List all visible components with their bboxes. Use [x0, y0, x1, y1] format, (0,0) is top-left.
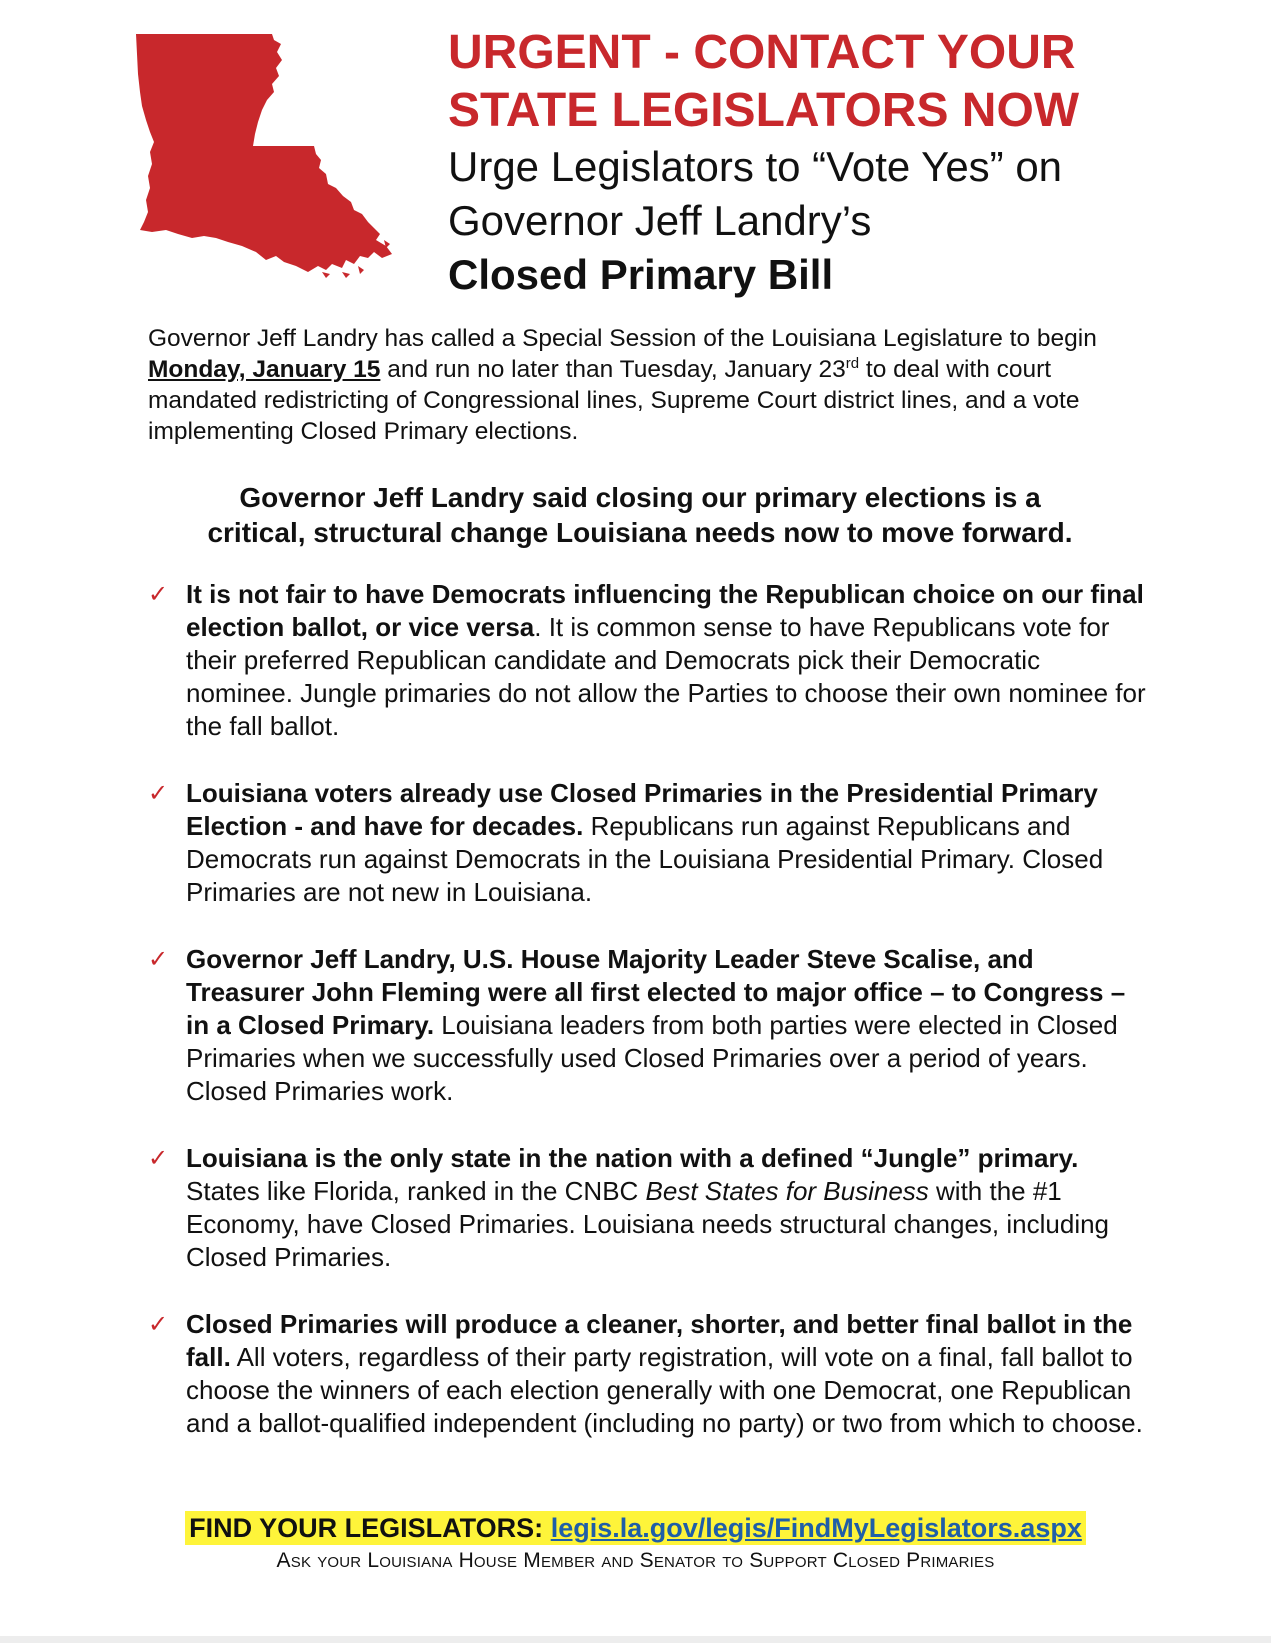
- point-text: All voters, regardless of their party registration, will vote on a final, fall ballot to choose the winners of each election generally with one Democrat, one Republican and a ballot-qualified independent (including no party) or two from which to choose.: [186, 1342, 1143, 1438]
- ask-text: Ask your Louisiana House Member and Senator to Support Closed Primaries: [276, 1549, 995, 1572]
- ordinal-suffix: rd: [845, 354, 860, 372]
- subheadline-line2: Governor Jeff Landry’s: [448, 197, 872, 244]
- urgent-headline-line1: URGENT - CONTACT YOUR: [448, 26, 1076, 79]
- checkmark-icon: ✓: [148, 945, 169, 973]
- bullet-list: [148, 578, 1148, 1474]
- point-italic: Best States for Business: [645, 1176, 929, 1206]
- point-bold: Governor Jeff Landry, U.S. House Majority Leader Steve Scalise, and Treasurer John Fleming were all first elected to major office – to Congress – in a Closed Primary.: [186, 944, 1126, 1040]
- find-legislators-link[interactable]: legis.la.gov/legis/FindMyLegislators.aspx: [550, 1513, 1082, 1543]
- list-item: [148, 943, 1148, 1108]
- intro-text-1: Governor Jeff Landry has called a Special Session of the Louisiana Legislature to begin: [148, 325, 1097, 352]
- quote-line1: Governor Jeff Landry said closing our primary elections is a: [239, 482, 1041, 513]
- point-text-after: with the #1 Economy, have Closed Primaries. Louisiana needs structural changes, including Closed Primaries.: [186, 1176, 1110, 1272]
- intro-text-3: to deal with court mandated redistricting of Congressional lines, Supreme Court district lines, and a vote implementing Closed Primary elections.: [148, 356, 1080, 445]
- checkmark-icon: ✓: [148, 580, 169, 608]
- point-text: Louisiana leaders from both parties were elected in Closed Primaries when we successfully used Closed Primaries over a period of years. Closed Primaries work.: [186, 1010, 1118, 1106]
- governor-quote: [120, 480, 1160, 550]
- checkmark-icon: ✓: [148, 779, 169, 807]
- find-label: FIND YOUR LEGISLATORS:: [189, 1513, 551, 1543]
- point-text-before: States like Florida, ranked in the CNBC: [186, 1176, 646, 1206]
- list-item: [148, 777, 1148, 909]
- subheadline-line3: Closed Primary Bill: [448, 251, 834, 298]
- subheadline-line1: Urge Legislators to “Vote Yes” on: [448, 143, 1063, 190]
- louisiana-map-icon: [136, 34, 396, 282]
- intro-paragraph: [148, 323, 1148, 447]
- intro-text-2: and run no later than Tuesday, January 23: [380, 356, 846, 383]
- session-start-date: Monday, January 15: [148, 356, 381, 383]
- checkmark-icon: ✓: [148, 1310, 169, 1338]
- footer: [0, 1511, 1271, 1575]
- find-legislators-banner: [185, 1511, 1086, 1545]
- point-text: . It is common sense to have Republicans vote for their preferred Republican candidate and Democrats pick their Democratic nominee. Jungle primaries do not allow the Parties to choose their own nominee for the fall ballot.: [186, 612, 1146, 741]
- checkmark-icon: ✓: [148, 1144, 169, 1172]
- point-bold: Louisiana is the only state in the nation with a defined “Jungle” primary.: [186, 1143, 1079, 1173]
- point-text: Republicans run against Republicans and Democrats run against Democrats in the Louisiana Presidential Primary. Closed Primaries are not new in Louisiana.: [186, 811, 1104, 907]
- list-item: [148, 1308, 1148, 1440]
- list-item: [148, 578, 1148, 743]
- urgent-headline-line2: STATE LEGISLATORS NOW: [448, 84, 1080, 137]
- header: [448, 24, 1248, 302]
- list-item: [148, 1142, 1148, 1274]
- point-bold: Closed Primaries will produce a cleaner, shorter, and better final ballot in the fall.: [186, 1309, 1133, 1372]
- point-bold: It is not fair to have Democrats influencing the Republican choice on our final election ballot, or vice versa: [186, 579, 1144, 642]
- point-bold: Louisiana voters already use Closed Primaries in the Presidential Primary Election - and have for decades.: [186, 778, 1098, 841]
- quote-line2: critical, structural change Louisiana needs now to move forward.: [207, 517, 1073, 548]
